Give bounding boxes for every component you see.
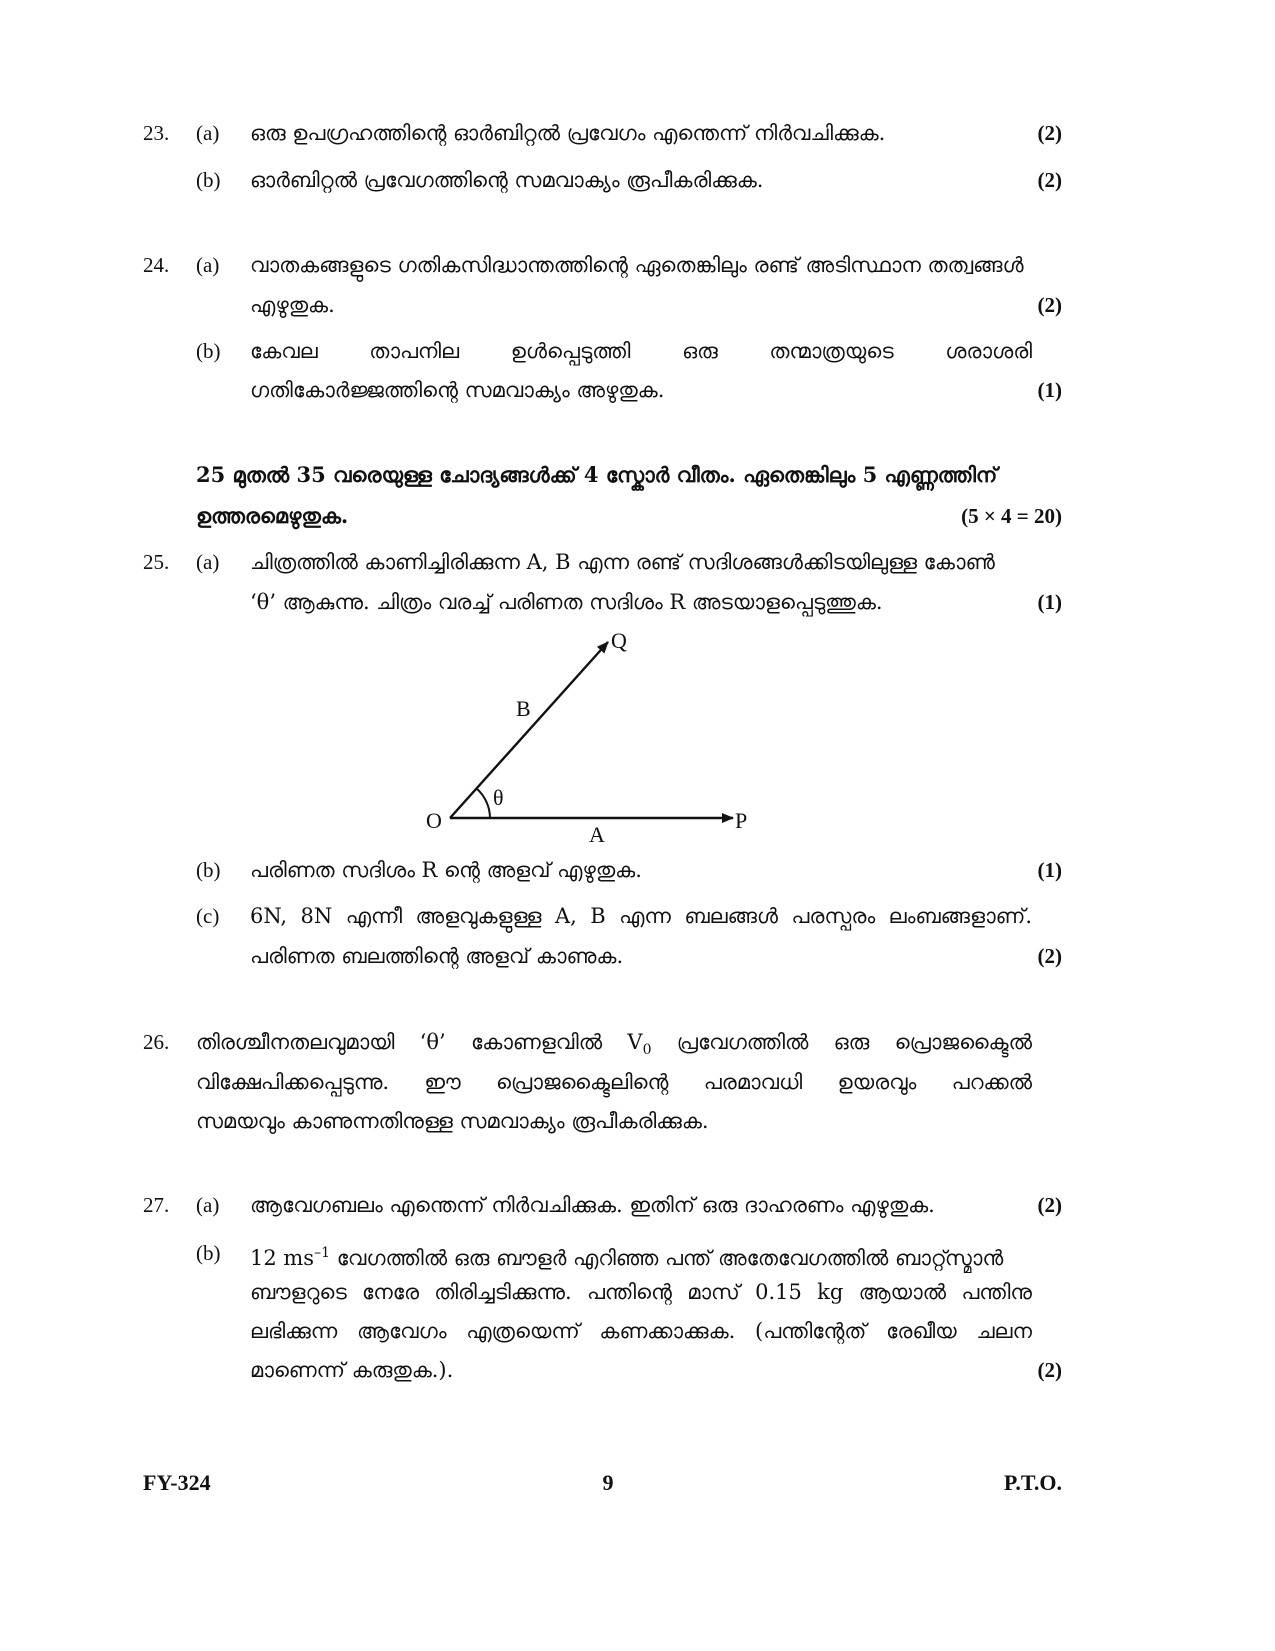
q23-b-label: (b): [196, 168, 221, 192]
q26-line1-part2: പ്രവേഗത്തിൽ ഒരു പ്രൊജക്ടൈൽ: [651, 1030, 1032, 1054]
q27-a-text: ആവേഗബലം എന്തെന്ന് നിർവചിക്കുക. ഇതിന് ഒരു ദാഹരണം എഴുതുക.: [250, 1193, 935, 1217]
q27-b-line1-part1: 12 ms: [250, 1246, 315, 1270]
label-b: B: [516, 696, 531, 721]
label-q: Q: [611, 628, 627, 653]
q25-a-label: (a): [196, 550, 220, 574]
q27-b-label: (b): [196, 1241, 221, 1265]
section-heading-line1: 25 മുതൽ 35 വരെയുള്ള ചോദ്യങ്ങൾക്ക് 4 സ്കോർ വീതം. ഏതെങ്കിലും 5 എണ്ണത്തിന്: [196, 462, 998, 487]
footer-pto: P.T.O.: [1003, 1470, 1062, 1495]
q24-b-line2: ഗതികോർജ്ജത്തിന്റെ സമവാക്യം അഴുതുക.: [250, 378, 665, 402]
angle-theta-arc: [476, 788, 490, 818]
q27-b-line1-part2: വേഗത്തിൽ ഒരു ബൗളർ എറിഞ്ഞ പന്ത് അതേവേഗത്തിൽ ബാറ്റ്സ്മാൻ: [330, 1246, 1004, 1270]
q26-line1: [196, 1027, 1032, 1065]
section-heading-line2: ഉത്തരമെഴുതുക.: [196, 503, 349, 528]
q26-line1-part1: തിരശ്ചീനതലവുമായി ‘θ’ കോണളവിൽ V: [196, 1030, 643, 1054]
q27-b-line1: [250, 1238, 1003, 1273]
q26-line2: വിക്ഷേപിക്കപ്പെടുന്നു. ഈ പ്രൊജക്ടൈലിന്റെ പരമാവധി ഉയരവും പറക്കൽ: [196, 1070, 1032, 1094]
label-theta: θ: [493, 785, 504, 810]
q25-c-line2: പരിണത ബലത്തിന്റെ അളവ് കാണുക.: [250, 944, 624, 968]
q25-c-label: (c): [196, 904, 220, 928]
footer-page-number: 9: [602, 1470, 614, 1495]
question-number-23: 23.: [143, 121, 170, 145]
q25-a-line2: ‘θ’ ആകുന്നു. ചിത്രം വരച്ച് പരിണത സദിശം R അടയാളപ്പെടുത്തുക.: [250, 590, 883, 614]
q23-a-marks: (2): [1037, 121, 1062, 145]
label-o: O: [426, 808, 442, 833]
q26-line1-text: [196, 1027, 1032, 1065]
label-p: P: [735, 808, 748, 833]
q24-a-label: (a): [196, 253, 220, 277]
q25-a-marks: (1): [1037, 590, 1062, 614]
q25-b-text: പരിണത സദിശം R ന്റെ അളവ് എഴുതുക.: [250, 858, 642, 882]
q23-a-text: ഒരു ഉപഗ്രഹത്തിന്റെ ഓർബിറ്റൽ പ്രവേഗം എന്തെന്ന് നിർവചിക്കുക.: [250, 121, 886, 145]
footer-paper-code: FY-324: [143, 1470, 211, 1495]
label-a: A: [589, 822, 605, 847]
q27-a-marks: (2): [1037, 1193, 1062, 1217]
question-number-27: 27.: [143, 1193, 170, 1217]
q23-a-label: (a): [196, 121, 220, 145]
question-number-26: 26.: [143, 1030, 170, 1054]
q27-b-marks: (2): [1037, 1358, 1062, 1382]
q24-b-marks: (1): [1037, 378, 1062, 402]
question-number-25: 25.: [143, 550, 170, 574]
q25-b-marks: (1): [1037, 858, 1062, 882]
q27-b-superscript: –1: [314, 1245, 331, 1261]
q24-b-line1: കേവല താപനില ഉൾപ്പെടുത്തി ഒരു തന്മാത്രയുടെ ശരാശരി: [250, 339, 1032, 363]
q27-b-line4: മാണെന്ന് കരുതുക.).: [250, 1358, 454, 1382]
q23-b-text: ഓർബിറ്റൽ പ്രവേഗത്തിന്റെ സമവാക്യം രൂപീകരിക്കുക.: [250, 168, 764, 192]
q27-b-line3: ലഭിക്കുന്ന ആവേഗം എത്രയെന്ന് കണക്കാക്കുക. (പന്തിന്റേത് രേഖീയ ചലന: [250, 1319, 1032, 1343]
vector-b-arrow: [450, 642, 608, 818]
q23-b-marks: (2): [1037, 168, 1062, 192]
vector-diagram: [400, 620, 800, 850]
q24-a-line1: വാതകങ്ങളുടെ ഗതികസിദ്ധാന്തത്തിന്റെ ഏതെങ്കിലും രണ്ട് അടിസ്ഥാന തത്വങ്ങൾ: [250, 253, 1024, 277]
question-number-24: 24.: [143, 253, 170, 277]
q25-c-line1: 6N, 8N എന്നീ അളവുകളുള്ള A, B എന്ന ബലങ്ങൾ പരസ്പരം ലംബങ്ങളാണ്.: [250, 904, 1032, 928]
q25-c-marks: (2): [1037, 944, 1062, 968]
q25-a-line1: ചിത്രത്തിൽ കാണിച്ചിരിക്കുന്ന A, B എന്ന രണ്ട് സദിശങ്ങൾക്കിടയിലുള്ള കോൺ: [250, 550, 995, 574]
q24-a-marks: (2): [1037, 293, 1062, 317]
section-marks: (5 × 4 = 20): [961, 504, 1062, 528]
q24-a-line2: എഴുതുക.: [250, 293, 335, 317]
q26-line3: സമയവും കാണുന്നതിനുള്ള സമവാക്യം രൂപീകരിക്കുക.: [196, 1109, 709, 1133]
q27-b-line2: ബൗളറുടെ നേരേ തിരിച്ചടിക്കുന്നു. പന്തിന്റെ മാസ് 0.15 kg ആയാൽ പന്തിനു: [250, 1280, 1032, 1304]
q26-v0-subscript: 0: [642, 1042, 652, 1059]
q25-b-label: (b): [196, 858, 221, 882]
q24-b-label: (b): [196, 339, 221, 363]
q27-a-label: (a): [196, 1193, 220, 1217]
